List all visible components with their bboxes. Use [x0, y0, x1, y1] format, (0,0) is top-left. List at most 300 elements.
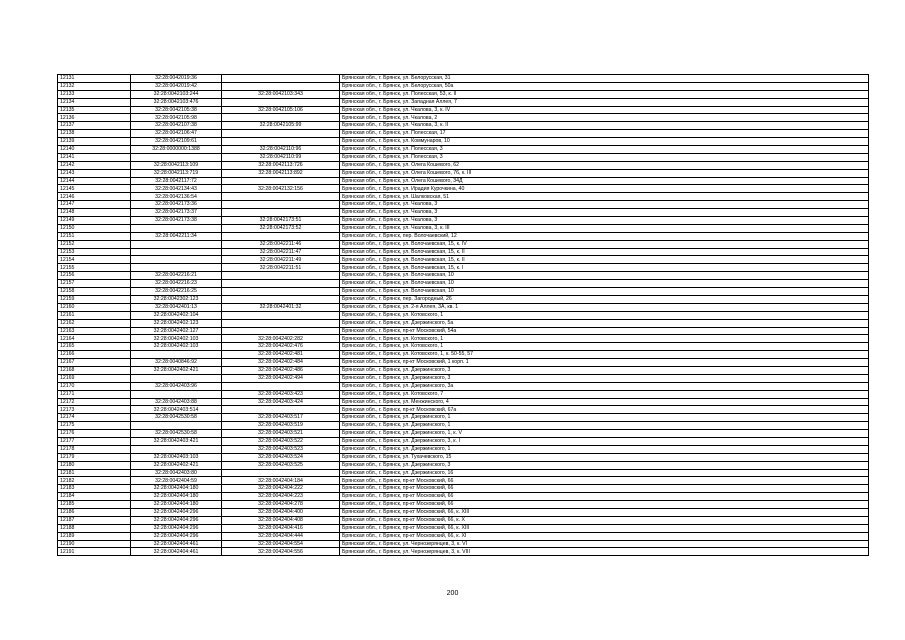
- table-row: [58, 209, 869, 217]
- table-row: [58, 548, 869, 556]
- cadastral-number-cell: 32:28:0042103:476: [131, 98, 222, 106]
- related-cadastral-number-cell: [222, 327, 340, 335]
- address-cell: Брянская обл., г. Брянск, ул. Дзержинского, 3а: [340, 382, 869, 390]
- related-cadastral-number-cell: [222, 177, 340, 185]
- address-cell: Брянская обл., г. Брянск, пр-кт Московский, 66, к. XIII: [340, 508, 869, 516]
- table-row: [58, 516, 869, 524]
- row-number-cell: 12188: [58, 524, 131, 532]
- address-cell: Брянская обл., г. Брянск, ул. Котовского, 1, к. 50-55, 57: [340, 351, 869, 359]
- table-body: [58, 75, 869, 556]
- address-cell: Брянская обл., г. Брянск, ул. Полесская, 53, к. II: [340, 90, 869, 98]
- table-row: [58, 201, 869, 209]
- address-cell: Брянская обл., г. Брянск, ул. Дзержинского, 3: [340, 461, 869, 469]
- related-cadastral-number-cell: [222, 469, 340, 477]
- table-row: [58, 240, 869, 248]
- table-row: [58, 501, 869, 509]
- row-number-cell: 12170: [58, 382, 131, 390]
- related-cadastral-number-cell: 32:28:0042403:524: [222, 453, 340, 461]
- cadastral-number-cell: 32:28:0042530:58: [131, 430, 222, 438]
- cadastral-number-cell: 32:28:0042402:103: [131, 335, 222, 343]
- related-cadastral-number-cell: 32:28:0042173:51: [222, 217, 340, 225]
- row-number-cell: 12162: [58, 319, 131, 327]
- address-cell: Брянская обл., г. Брянск, пер. Волочаевский, 12: [340, 232, 869, 240]
- table-row: [58, 295, 869, 303]
- row-number-cell: 12135: [58, 106, 131, 114]
- address-cell: Брянская обл., г. Брянск, ул. Чкалова, 3, к. II: [340, 122, 869, 130]
- row-number-cell: 12145: [58, 185, 131, 193]
- row-number-cell: 12132: [58, 82, 131, 90]
- address-cell: Брянская обл., г. Брянск, ул. Чкалова, 3: [340, 201, 869, 209]
- related-cadastral-number-cell: 32:28:0042404:408: [222, 516, 340, 524]
- table-row: [58, 374, 869, 382]
- cadastral-number-cell: 32:28:0042173:36: [131, 201, 222, 209]
- row-number-cell: 12150: [58, 224, 131, 232]
- row-number-cell: 12167: [58, 359, 131, 367]
- related-cadastral-number-cell: 32:28:0042402:494: [222, 374, 340, 382]
- related-cadastral-number-cell: 32:28:0042103:343: [222, 90, 340, 98]
- row-number-cell: 12191: [58, 548, 131, 556]
- table-row: [58, 217, 869, 225]
- table-row: [58, 311, 869, 319]
- table-row: [58, 114, 869, 122]
- address-cell: Брянская обл., г. Брянск, пр-кт Московский, 67а: [340, 406, 869, 414]
- cadastral-number-cell: 32:28:0042402:104: [131, 311, 222, 319]
- table-row: [58, 232, 869, 240]
- address-cell: Брянская обл., г. Брянск, ул. Олега Кошевого, 34Д: [340, 177, 869, 185]
- row-number-cell: 12176: [58, 430, 131, 438]
- cadastral-number-cell: 32:28:0042403:96: [131, 382, 222, 390]
- cadastral-number-cell: 32:28:0000000:1388: [131, 146, 222, 154]
- cadastral-number-cell: 32:28:0042404:180: [131, 501, 222, 509]
- cadastral-number-cell: [131, 422, 222, 430]
- row-number-cell: 12166: [58, 351, 131, 359]
- table-row: [58, 256, 869, 264]
- related-cadastral-number-cell: 32:28:0042403:423: [222, 390, 340, 398]
- address-cell: Брянская обл., г. Брянск, ул. Коммунаров, 10: [340, 138, 869, 146]
- address-cell: Брянская обл., г. Брянск, пр-кт Московский, 66, к. XI: [340, 532, 869, 540]
- cadastral-number-cell: 32:28:0042404:461: [131, 548, 222, 556]
- row-number-cell: 12146: [58, 193, 131, 201]
- related-cadastral-number-cell: 32:28:0042402:481: [222, 351, 340, 359]
- address-cell: Брянская обл., г. Брянск, ул. Чернозерянцев, 3, к. VI: [340, 540, 869, 548]
- row-number-cell: 12159: [58, 295, 131, 303]
- related-cadastral-number-cell: 32:28:0042403:522: [222, 437, 340, 445]
- address-cell: Брянская обл., г. Брянск, ул. Волочаевская, 10: [340, 288, 869, 296]
- related-cadastral-number-cell: 32:28:0042403:523: [222, 445, 340, 453]
- cadastral-number-cell: 32:28:0042105:38: [131, 106, 222, 114]
- row-number-cell: 12154: [58, 256, 131, 264]
- cadastral-number-cell: 32:28:0042403:80: [131, 469, 222, 477]
- related-cadastral-number-cell: 32:28:0042113:892: [222, 169, 340, 177]
- table-row: [58, 153, 869, 161]
- address-cell: Брянская обл., г. Брянск, ул. Чкалова, 3: [340, 209, 869, 217]
- row-number-cell: 12161: [58, 311, 131, 319]
- row-number-cell: 12189: [58, 532, 131, 540]
- related-cadastral-number-cell: 32:28:0042402:484: [222, 359, 340, 367]
- cadastral-number-cell: 32:28:0042216:23: [131, 280, 222, 288]
- address-cell: Брянская обл., г. Брянск, ул. Ирадия Курочкина, 40: [340, 185, 869, 193]
- table-row: [58, 288, 869, 296]
- address-cell: Брянская обл., г. Брянск, ул. Волочаевская, 15, к. II: [340, 248, 869, 256]
- related-cadastral-number-cell: 32:28:0042404:416: [222, 524, 340, 532]
- table-row: [58, 224, 869, 232]
- related-cadastral-number-cell: [222, 288, 340, 296]
- address-cell: Брянская обл., г. Брянск, ул. Волочаевская, 10: [340, 272, 869, 280]
- cadastral-number-cell: 32:28:0042404:296: [131, 532, 222, 540]
- table-row: [58, 414, 869, 422]
- row-number-cell: 12180: [58, 461, 131, 469]
- row-number-cell: 12136: [58, 114, 131, 122]
- table-row: [58, 422, 869, 430]
- table-row: [58, 327, 869, 335]
- cadastral-number-cell: [131, 390, 222, 398]
- related-cadastral-number-cell: [222, 232, 340, 240]
- cadastral-number-cell: [131, 374, 222, 382]
- row-number-cell: 12149: [58, 217, 131, 225]
- related-cadastral-number-cell: [222, 130, 340, 138]
- table-row: [58, 122, 869, 130]
- cadastral-number-cell: 32:28:0042109:61: [131, 138, 222, 146]
- address-cell: Брянская обл., г. Брянск, пр-кт Московский, 66: [340, 501, 869, 509]
- row-number-cell: 12152: [58, 240, 131, 248]
- address-cell: Брянская обл., г. Брянск, ул. Дзержинского, 5а: [340, 319, 869, 327]
- address-cell: Брянская обл., г. Брянск, ул. Волочаевская, 15, к. IV: [340, 240, 869, 248]
- row-number-cell: 12144: [58, 177, 131, 185]
- related-cadastral-number-cell: 32:28:0042404:223: [222, 493, 340, 501]
- table-row: [58, 106, 869, 114]
- address-cell: Брянская обл., г. Брянск, пр-кт Московский, 66: [340, 477, 869, 485]
- table-row: [58, 161, 869, 169]
- table-row: [58, 130, 869, 138]
- cadastral-number-cell: 32:28:0042403:103: [131, 453, 222, 461]
- cadastral-number-cell: 32:28:0042403:514: [131, 406, 222, 414]
- table-row: [58, 185, 869, 193]
- cadastral-number-cell: [131, 153, 222, 161]
- address-cell: Брянская обл., г. Брянск, ул. Дзержинского, 1, к. V: [340, 430, 869, 438]
- address-cell: Брянская обл., г. Брянск, ул. Дзержинского, 3, к. I: [340, 437, 869, 445]
- related-cadastral-number-cell: 32:28:0042211:46: [222, 240, 340, 248]
- cadastral-number-cell: [131, 351, 222, 359]
- cadastral-number-cell: 32:28:0042402:421: [131, 461, 222, 469]
- row-number-cell: 12143: [58, 169, 131, 177]
- row-number-cell: 12133: [58, 90, 131, 98]
- related-cadastral-number-cell: [222, 406, 340, 414]
- table-row: [58, 461, 869, 469]
- cadastral-number-cell: 32:28:0042019:36: [131, 75, 222, 83]
- cadastral-number-cell: 32:28:0042103:244: [131, 90, 222, 98]
- row-number-cell: 12181: [58, 469, 131, 477]
- row-number-cell: 12153: [58, 248, 131, 256]
- table-row: [58, 248, 869, 256]
- address-cell: Брянская обл., г. Брянск, ул. Чернозерянцев, 3, к. VIII: [340, 548, 869, 556]
- related-cadastral-number-cell: [222, 382, 340, 390]
- table-row: [58, 382, 869, 390]
- related-cadastral-number-cell: 32:28:0042401:32: [222, 303, 340, 311]
- address-cell: Брянская обл., г. Брянск, ул. Менжинского, 4: [340, 398, 869, 406]
- related-cadastral-number-cell: 32:28:0042105:99: [222, 122, 340, 130]
- address-cell: Брянская обл., г. Брянск, ул. Чкалова, 3, к. III: [340, 224, 869, 232]
- row-number-cell: 12186: [58, 508, 131, 516]
- table-row: [58, 532, 869, 540]
- address-cell: Брянская обл., г. Брянск, пр-кт Московский, 1 корп. 1: [340, 359, 869, 367]
- row-number-cell: 12163: [58, 327, 131, 335]
- address-cell: Брянская обл., г. Брянск, ул. Белорусская, 50а: [340, 82, 869, 90]
- row-number-cell: 12184: [58, 493, 131, 501]
- table-row: [58, 390, 869, 398]
- cadastral-number-cell: 32:28:0042402:103: [131, 343, 222, 351]
- row-number-cell: 12174: [58, 414, 131, 422]
- row-number-cell: 12131: [58, 75, 131, 83]
- address-cell: Брянская обл., г. Брянск, ул. Дзержинского, 1: [340, 414, 869, 422]
- row-number-cell: 12171: [58, 390, 131, 398]
- cadastral-number-cell: 32:28:0042107:38: [131, 122, 222, 130]
- row-number-cell: 12160: [58, 303, 131, 311]
- cadastral-number-cell: 32:28:0040846:92: [131, 359, 222, 367]
- address-cell: Брянская обл., г. Брянск, ул. Волочаевская, 15, к. I: [340, 264, 869, 272]
- row-number-cell: 12177: [58, 437, 131, 445]
- related-cadastral-number-cell: [222, 311, 340, 319]
- cadastral-number-cell: 32:28:0042113:109: [131, 161, 222, 169]
- related-cadastral-number-cell: [222, 75, 340, 83]
- related-cadastral-number-cell: 32:28:0042402:282: [222, 335, 340, 343]
- row-number-cell: 12179: [58, 453, 131, 461]
- row-number-cell: 12168: [58, 366, 131, 374]
- row-number-cell: 12173: [58, 406, 131, 414]
- cadastral-number-cell: 32:28:0042216:21: [131, 272, 222, 280]
- cadastral-number-cell: 32:28:0042173:38: [131, 217, 222, 225]
- table-row: [58, 264, 869, 272]
- related-cadastral-number-cell: [222, 280, 340, 288]
- cadastral-number-cell: 32:28:0042403:421: [131, 437, 222, 445]
- cadastral-number-cell: 32:28:0042216:25: [131, 288, 222, 296]
- address-cell: Брянская обл., г. Брянск, ул. Волочаевская, 15, к. II: [340, 256, 869, 264]
- table-row: [58, 146, 869, 154]
- related-cadastral-number-cell: [222, 114, 340, 122]
- cadastral-number-cell: 32:28:0042134:43: [131, 185, 222, 193]
- row-number-cell: 12139: [58, 138, 131, 146]
- address-cell: Брянская обл., г. Брянск, пр-кт Московский, 66: [340, 493, 869, 501]
- row-number-cell: 12142: [58, 161, 131, 169]
- related-cadastral-number-cell: 32:28:0042404:556: [222, 548, 340, 556]
- address-cell: Брянская обл., г. Брянск, ул. Дзержинского, 3: [340, 374, 869, 382]
- cadastral-number-cell: 32:28:0042173:37: [131, 209, 222, 217]
- address-cell: Брянская обл., г. Брянск, ул. Олега Кошевого, 76, к. III: [340, 169, 869, 177]
- related-cadastral-number-cell: 32:28:0042132:156: [222, 185, 340, 193]
- address-cell: Брянская обл., г. Брянск, пр-кт Московский, 66: [340, 485, 869, 493]
- table-row: [58, 453, 869, 461]
- table-row: [58, 90, 869, 98]
- related-cadastral-number-cell: [222, 295, 340, 303]
- property-table: [57, 74, 869, 556]
- table-row: [58, 485, 869, 493]
- address-cell: Брянская обл., г. Брянск, ул. Олега Кошевого, 62: [340, 161, 869, 169]
- related-cadastral-number-cell: 32:28:0042403:525: [222, 461, 340, 469]
- table-row: [58, 398, 869, 406]
- cadastral-number-cell: [131, 264, 222, 272]
- address-cell: Брянская обл., г. Брянск, ул. Тухачевского, 15: [340, 453, 869, 461]
- cadastral-number-cell: 32:28:0042530:58: [131, 414, 222, 422]
- row-number-cell: 12185: [58, 501, 131, 509]
- address-cell: Брянская обл., г. Брянск, ул. Белорусская, 31: [340, 75, 869, 83]
- cadastral-number-cell: 32:28:0042113:719: [131, 169, 222, 177]
- related-cadastral-number-cell: [222, 209, 340, 217]
- table-row: [58, 193, 869, 201]
- related-cadastral-number-cell: 32:28:0042404:278: [222, 501, 340, 509]
- cadastral-number-cell: 32:28:0042403:88: [131, 398, 222, 406]
- related-cadastral-number-cell: 32:28:0042404:554: [222, 540, 340, 548]
- table-row: [58, 138, 869, 146]
- related-cadastral-number-cell: [222, 82, 340, 90]
- table-row: [58, 343, 869, 351]
- address-cell: Брянская обл., г. Брянск, ул. Полесская, 3: [340, 146, 869, 154]
- row-number-cell: 12140: [58, 146, 131, 154]
- related-cadastral-number-cell: 32:28:0042402:486: [222, 366, 340, 374]
- row-number-cell: 12141: [58, 153, 131, 161]
- related-cadastral-number-cell: 32:28:0042211:47: [222, 248, 340, 256]
- cadastral-number-cell: 32:28:0042401:13: [131, 303, 222, 311]
- row-number-cell: 12147: [58, 201, 131, 209]
- table-row: [58, 359, 869, 367]
- address-cell: Брянская обл., г. Брянск, ул. Полесская, 17: [340, 130, 869, 138]
- page-number: 200: [446, 590, 459, 597]
- related-cadastral-number-cell: [222, 319, 340, 327]
- table-row: [58, 319, 869, 327]
- related-cadastral-number-cell: 32:28:0042110:96: [222, 146, 340, 154]
- related-cadastral-number-cell: [222, 272, 340, 280]
- table-row: [58, 493, 869, 501]
- cadastral-number-cell: 32:28:0042404:296: [131, 524, 222, 532]
- address-cell: Брянская обл., г. Брянск, ул. Дзержинского, 3: [340, 366, 869, 374]
- row-number-cell: 12155: [58, 264, 131, 272]
- row-number-cell: 12182: [58, 477, 131, 485]
- related-cadastral-number-cell: 32:28:0042402:476: [222, 343, 340, 351]
- address-cell: Брянская обл., г. Брянск, ул. Западная Аллея, 7: [340, 98, 869, 106]
- related-cadastral-number-cell: 32:28:0042404:184: [222, 477, 340, 485]
- row-number-cell: 12190: [58, 540, 131, 548]
- cadastral-number-cell: 32:28:0042402:421: [131, 366, 222, 374]
- row-number-cell: 12148: [58, 209, 131, 217]
- cadastral-number-cell: 32:28:0042404:296: [131, 508, 222, 516]
- address-cell: Брянская обл., г. Брянск, ул. Чкалова, 3, к. IV: [340, 106, 869, 114]
- row-number-cell: 12157: [58, 280, 131, 288]
- table-row: [58, 177, 869, 185]
- cadastral-number-cell: 32:28:0042404:461: [131, 540, 222, 548]
- address-cell: Брянская обл., г. Брянск, ул. Котовского, 1: [340, 311, 869, 319]
- cadastral-number-cell: [131, 256, 222, 264]
- row-number-cell: 12138: [58, 130, 131, 138]
- cadastral-number-cell: [131, 240, 222, 248]
- related-cadastral-number-cell: 32:28:0042173:52: [222, 224, 340, 232]
- related-cadastral-number-cell: 32:28:0042403:519: [222, 422, 340, 430]
- address-cell: Брянская обл., г. Брянск, ул. Чкалова, 2: [340, 114, 869, 122]
- related-cadastral-number-cell: 32:28:0042403:424: [222, 398, 340, 406]
- related-cadastral-number-cell: [222, 201, 340, 209]
- row-number-cell: 12158: [58, 288, 131, 296]
- row-number-cell: 12165: [58, 343, 131, 351]
- address-cell: Брянская обл., г. Брянск, ул. Волочаевская, 10: [340, 280, 869, 288]
- cadastral-number-cell: 32:28:0042106:47: [131, 130, 222, 138]
- address-cell: Брянская обл., г. Брянск, пр-кт Московский, 54а: [340, 327, 869, 335]
- related-cadastral-number-cell: 32:28:0042110:99: [222, 153, 340, 161]
- related-cadastral-number-cell: 32:28:0042404:222: [222, 485, 340, 493]
- table-row: [58, 82, 869, 90]
- address-cell: Брянская обл., г. Брянск, пер. Загородный, 26: [340, 295, 869, 303]
- cadastral-number-cell: 32:28:0042404:180: [131, 493, 222, 501]
- row-number-cell: 12156: [58, 272, 131, 280]
- row-number-cell: 12183: [58, 485, 131, 493]
- related-cadastral-number-cell: [222, 193, 340, 201]
- table-row: [58, 366, 869, 374]
- cadastral-number-cell: 32:28:0042019:42: [131, 82, 222, 90]
- address-cell: Брянская обл., г. Брянск, пр-кт Московский, 66, к. XIII: [340, 524, 869, 532]
- table-row: [58, 430, 869, 438]
- table-row: [58, 540, 869, 548]
- row-number-cell: 12169: [58, 374, 131, 382]
- related-cadastral-number-cell: 32:28:0042403:517: [222, 414, 340, 422]
- table-row: [58, 169, 869, 177]
- address-cell: Брянская обл., г. Брянск, пр-кт Московский, 66, к. X: [340, 516, 869, 524]
- cadastral-number-cell: 32:28:0042402:123: [131, 319, 222, 327]
- related-cadastral-number-cell: 32:28:0042211:51: [222, 264, 340, 272]
- cadastral-number-cell: [131, 248, 222, 256]
- cadastral-number-cell: [131, 224, 222, 232]
- cadastral-number-cell: 32:28:0042211:34: [131, 232, 222, 240]
- table-row: [58, 445, 869, 453]
- related-cadastral-number-cell: [222, 138, 340, 146]
- related-cadastral-number-cell: 32:28:0042404:400: [222, 508, 340, 516]
- table-row: [58, 335, 869, 343]
- cadastral-number-cell: 32:28:0042404:296: [131, 516, 222, 524]
- row-number-cell: 12137: [58, 122, 131, 130]
- table-row: [58, 280, 869, 288]
- cadastral-number-cell: 32:28:0042402:127: [131, 327, 222, 335]
- table-row: [58, 272, 869, 280]
- table-row: [58, 508, 869, 516]
- address-cell: Брянская обл., г. Брянск, ул. Полесская, 3: [340, 153, 869, 161]
- address-cell: Брянская обл., г. Брянск, ул. Котовского, 1: [340, 343, 869, 351]
- table-row: [58, 524, 869, 532]
- table-row: [58, 477, 869, 485]
- table-row: [58, 351, 869, 359]
- table-row: [58, 437, 869, 445]
- table-row: [58, 75, 869, 83]
- cadastral-number-cell: 32:28:0042404:180: [131, 485, 222, 493]
- address-cell: Брянская обл., г. Брянск, ул. Дзержинского, 1: [340, 422, 869, 430]
- cadastral-number-cell: 32:28:0042302:123: [131, 295, 222, 303]
- table-row: [58, 98, 869, 106]
- row-number-cell: 12178: [58, 445, 131, 453]
- related-cadastral-number-cell: 32:28:0042211:49: [222, 256, 340, 264]
- row-number-cell: 12151: [58, 232, 131, 240]
- cadastral-number-cell: [131, 445, 222, 453]
- address-cell: Брянская обл., г. Брянск, ул. Котовского, 7: [340, 390, 869, 398]
- cadastral-number-cell: 32:28:0042404:59: [131, 477, 222, 485]
- row-number-cell: 12187: [58, 516, 131, 524]
- address-cell: Брянская обл., г. Брянск, ул. Котовского, 1: [340, 335, 869, 343]
- cadastral-number-cell: 32:28:0042117:72: [131, 177, 222, 185]
- address-cell: Брянская обл., г. Брянск, ул. Дзержинского, 1: [340, 445, 869, 453]
- address-cell: Брянская обл., г. Брянск, ул. 2-я Аллея, 3А, кв. 1: [340, 303, 869, 311]
- cadastral-number-cell: 32:28:0042105:98: [131, 114, 222, 122]
- row-number-cell: 12134: [58, 98, 131, 106]
- row-number-cell: 12172: [58, 398, 131, 406]
- row-number-cell: 12175: [58, 422, 131, 430]
- row-number-cell: 12164: [58, 335, 131, 343]
- address-cell: Брянская обл., г. Брянск, ул. Шалковская, 51: [340, 193, 869, 201]
- address-cell: Брянская обл., г. Брянск, ул. Дзержинского, 16: [340, 469, 869, 477]
- related-cadastral-number-cell: 32:28:0042404:444: [222, 532, 340, 540]
- related-cadastral-number-cell: [222, 98, 340, 106]
